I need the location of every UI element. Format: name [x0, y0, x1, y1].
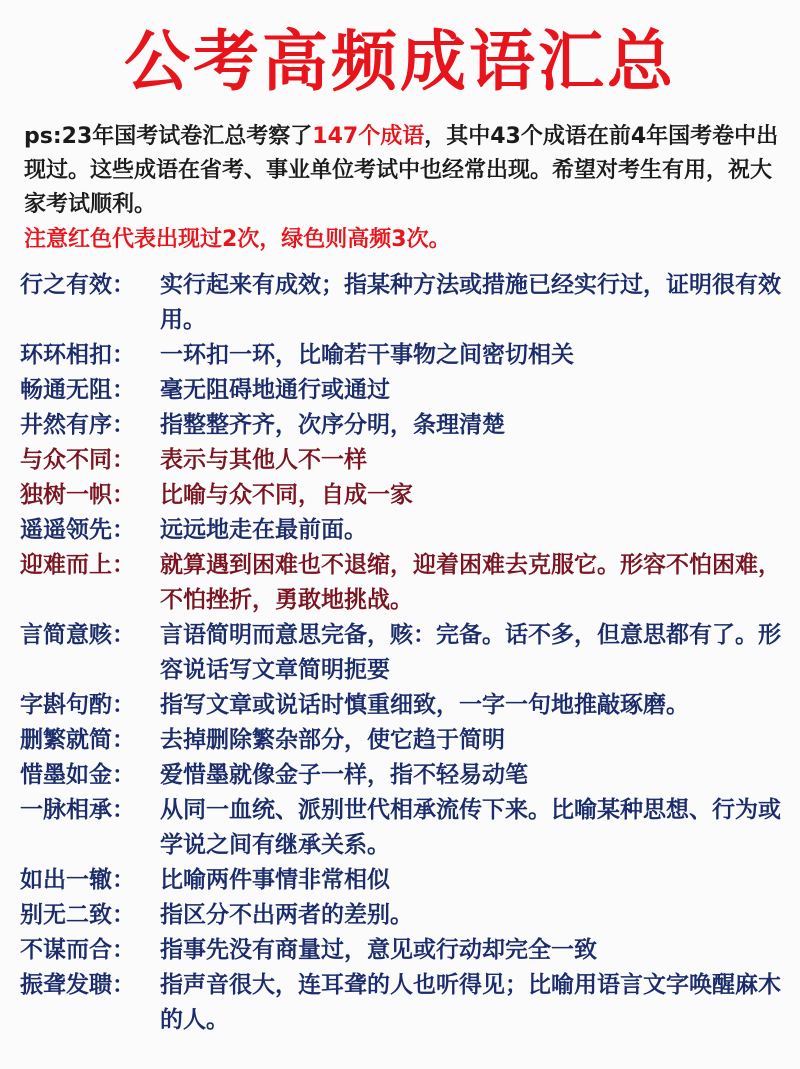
page-title: 公考高频成语汇总 — [124, 23, 676, 100]
idiom-definition: 从同一血统、派别世代相承流传下来。比喻某种思想、行为或学说之间有继承关系。 — [160, 797, 781, 858]
idiom-definition: 指写文章或说话时慎重细致，一字一句地推敲琢磨。 — [160, 692, 689, 718]
idiom-entry — [20, 408, 790, 443]
idiom-entry — [20, 268, 790, 338]
idiom-entry — [20, 863, 790, 898]
idiom-term: 与众不同： — [20, 447, 135, 473]
idiom-entry — [20, 513, 790, 548]
idiom-definition: 爱惜墨就像金子一样，指不轻易动笔 — [160, 762, 528, 788]
idiom-term: 删繁就简： — [20, 727, 135, 753]
idiom-entry — [20, 618, 790, 688]
idiom-term: 一脉相承： — [20, 797, 135, 823]
idiom-term: 环环相扣： — [20, 342, 135, 368]
idiom-definition: 一环扣一环，比喻若干事物之间密切相关 — [160, 342, 574, 368]
idiom-term: 迎难而上： — [20, 552, 135, 578]
idiom-definition: 比喻与众不同，自成一家 — [160, 482, 413, 508]
idiom-term: 别无二致： — [20, 902, 135, 928]
idiom-definition: 毫无阻碍地通行或通过 — [160, 377, 390, 403]
idiom-definition: 去掉删除繁杂部分，使它趋于简明 — [160, 727, 505, 753]
idiom-entry — [20, 443, 790, 478]
idiom-term: 井然有序： — [20, 412, 135, 438]
idiom-term: 振聋发聩： — [20, 972, 135, 998]
idiom-term: 不谋而合： — [20, 937, 135, 963]
idiom-definition: 指声音很大，连耳聋的人也听得见；比喻用语言文字唤醒麻木的人。 — [160, 972, 781, 1033]
idiom-term: 言简意赅： — [20, 622, 135, 648]
intro-highlight: 147个成语 — [312, 124, 425, 149]
idiom-definition: 比喻两件事情非常相似 — [160, 867, 390, 893]
idiom-entry — [20, 338, 790, 373]
intro-paragraph — [24, 120, 784, 222]
idiom-entry — [20, 478, 790, 513]
idiom-entry — [20, 373, 790, 408]
idiom-term: 畅通无阻： — [20, 377, 135, 403]
idiom-entry — [20, 723, 790, 758]
idiom-entry — [20, 898, 790, 933]
idiom-term: 行之有效： — [20, 272, 135, 298]
color-note: 注意红色代表出现过2次，绿色则高频3次。 — [24, 227, 451, 252]
idiom-entry — [20, 688, 790, 723]
idiom-definition: 就算遇到困难也不退缩，迎着困难去克服它。形容不怕困难，不怕挫折，勇敢地挑战。 — [160, 552, 781, 613]
idiom-term: 惜墨如金： — [20, 762, 135, 788]
idiom-entry — [20, 968, 790, 1038]
idiom-term: 如出一辙： — [20, 867, 135, 893]
idiom-definition: 实行起来有成效；指某种方法或措施已经实行过，证明很有效用。 — [160, 272, 781, 333]
idiom-list — [20, 268, 790, 1038]
idiom-term: 遥遥领先： — [20, 517, 135, 543]
idiom-definition: 指区分不出两者的差别。 — [160, 902, 413, 928]
idiom-entry — [20, 548, 790, 618]
idiom-definition: 表示与其他人不一样 — [160, 447, 367, 473]
idiom-definition: 指整整齐齐，次序分明，条理清楚 — [160, 412, 505, 438]
idiom-definition: 言语简明而意思完备，赅：完备。话不多，但意思都有了。形容说话写文章简明扼要 — [160, 622, 781, 683]
idiom-entry — [20, 758, 790, 793]
idiom-entry — [20, 793, 790, 863]
intro-text-2: ，其中43个成语在前4年国考卷中出现过。这些成语在省考、事业单位考试中也经常出现。希望对考生有用，祝大家考试顺利。 — [24, 124, 779, 217]
idiom-term: 独树一帜： — [20, 482, 135, 508]
idiom-definition: 指事先没有商量过，意见或行动却完全一致 — [160, 937, 597, 963]
intro-text-1: ps:23年国考试卷汇总考察了 — [24, 124, 313, 149]
idiom-definition: 远远地走在最前面。 — [160, 517, 367, 543]
idiom-term: 字斟句酌： — [20, 692, 135, 718]
idiom-entry — [20, 933, 790, 968]
